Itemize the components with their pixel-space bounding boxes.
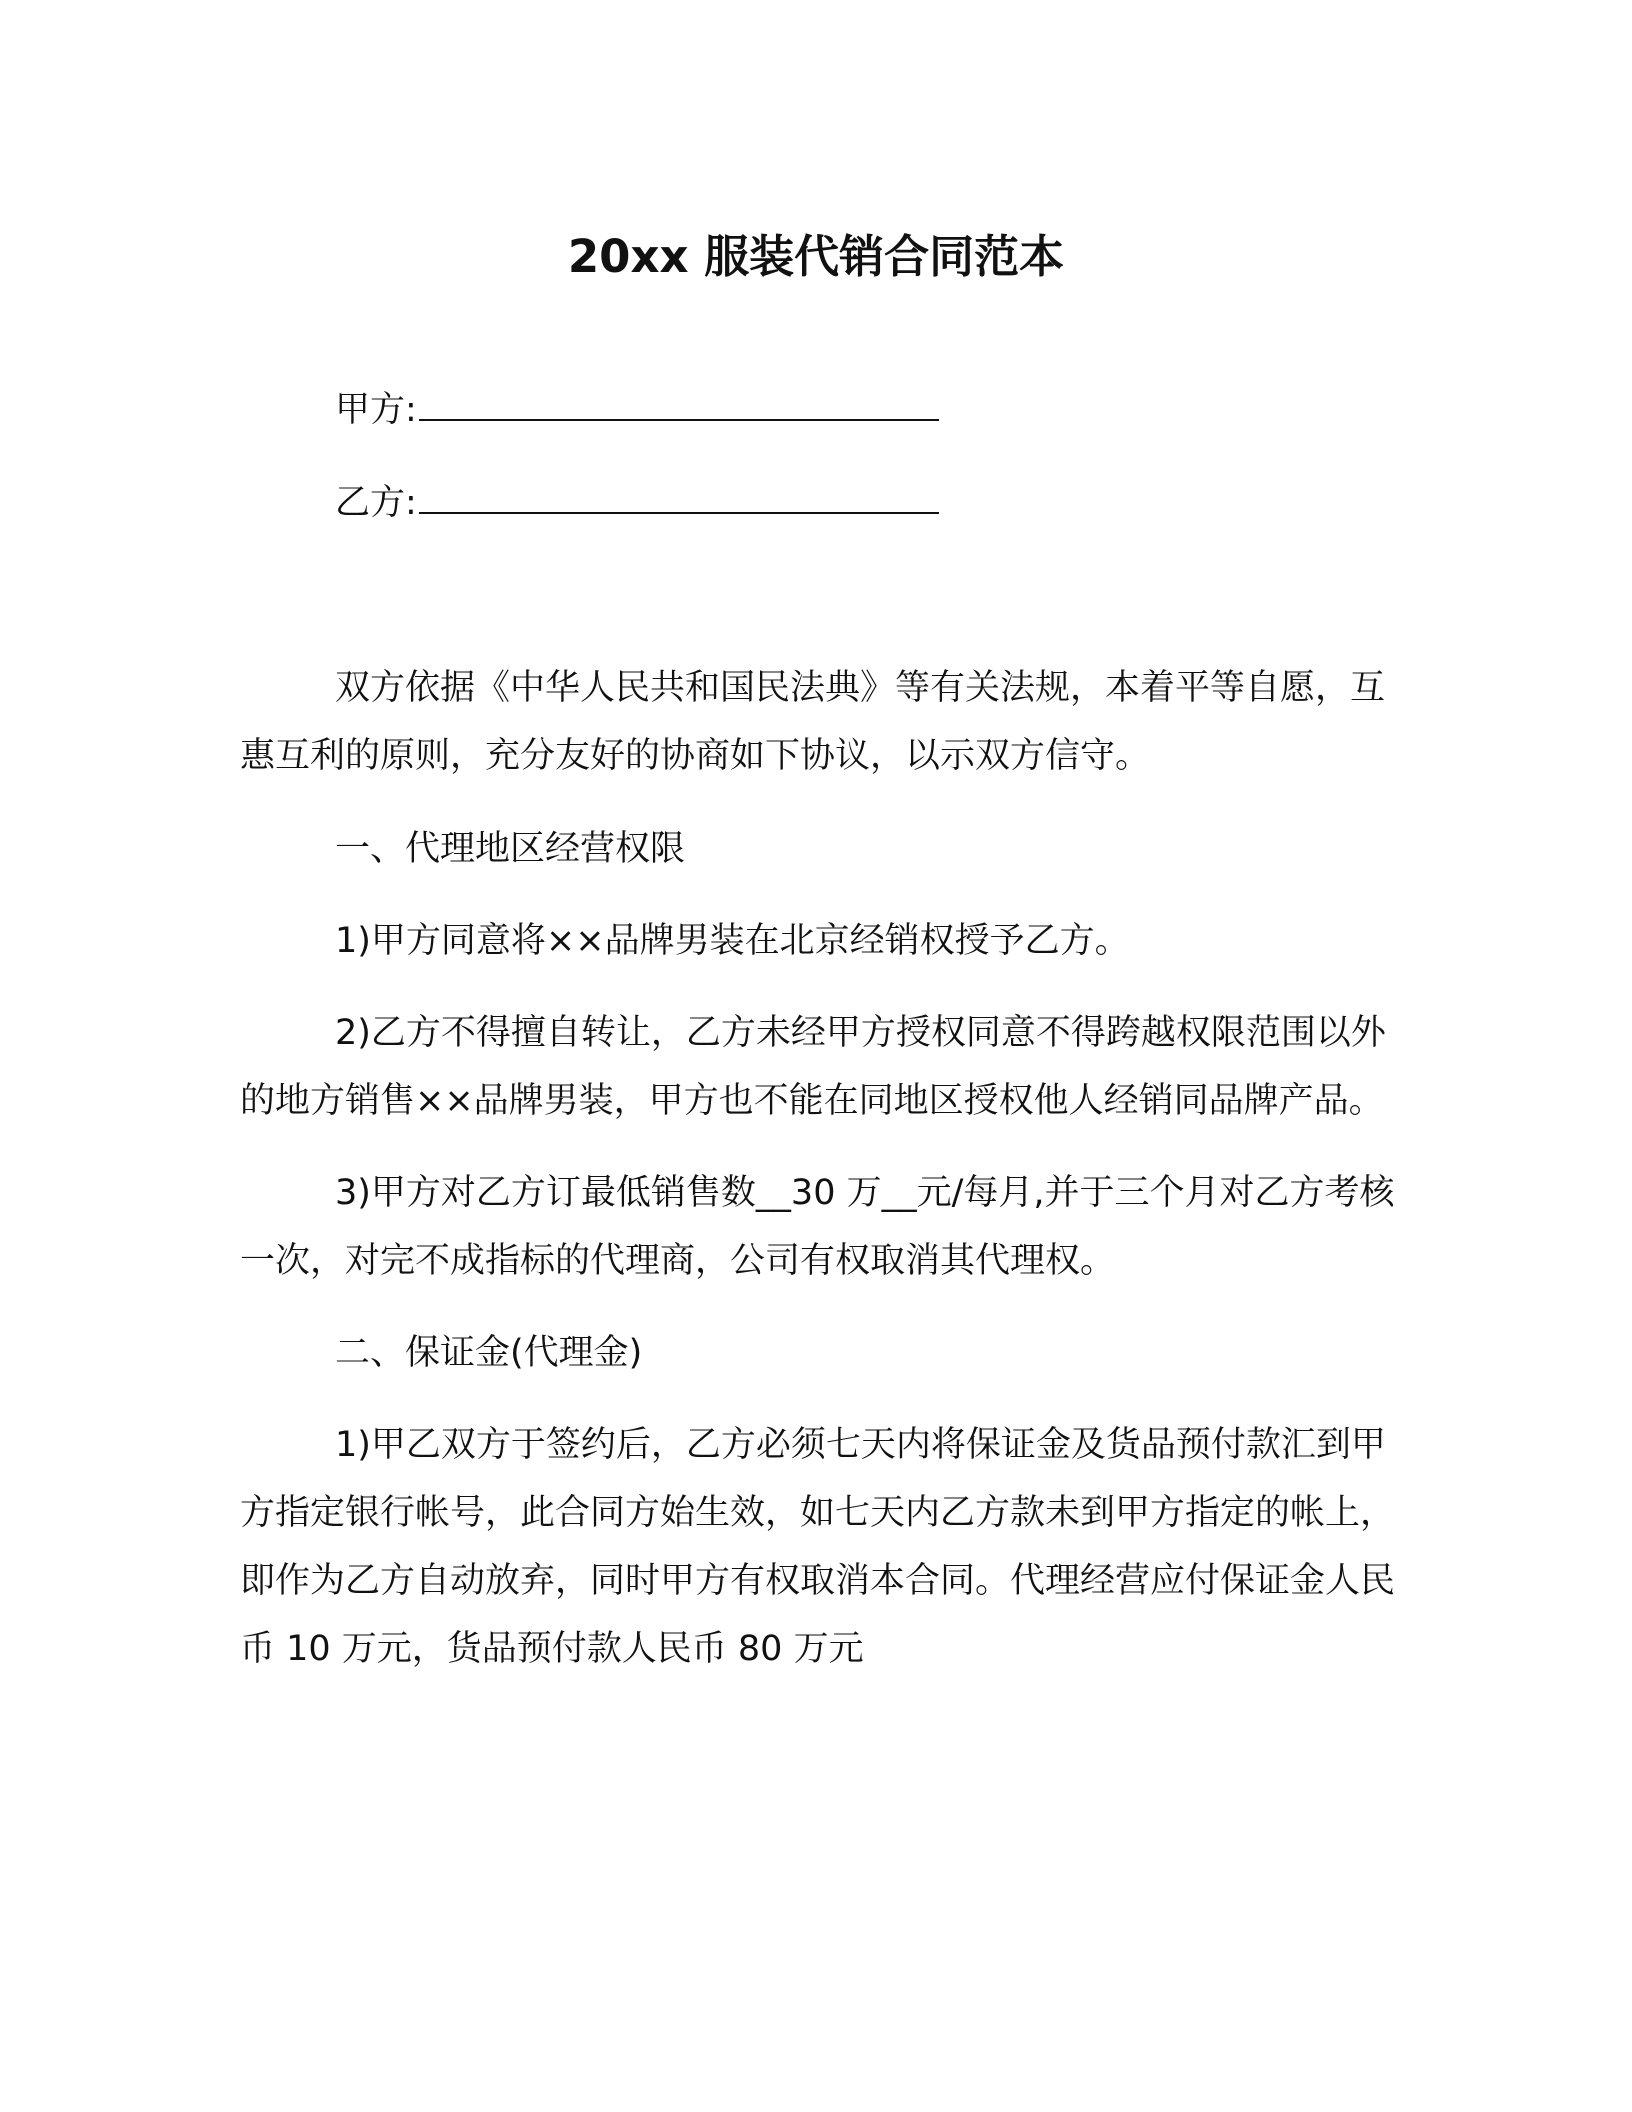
party-b-blank — [419, 478, 939, 514]
party-a-label: 甲方: — [335, 390, 417, 430]
section1-item-2: 2)乙方不得擅自转让，乙方未经甲方授权同意不得跨越权限范围以外的地方销售××品牌男装，甲方也不能在同地区授权他人经销同品牌产品。 — [240, 1013, 1386, 1121]
section2-item-1: 1)甲乙双方于签约后，乙方必须七天内将保证金及货品预付款汇到甲方指定银行帐号，此合同方始生效，如七天内乙方款未到甲方指定的帐上，即作为乙方自动放弃，同时甲方有权取消本合同。代理经营应付保证金人民币 10 万元，货品预付款人民币 80 万元 — [240, 1425, 1396, 1669]
party-b-label: 乙方: — [335, 483, 417, 523]
party-b-line — [335, 478, 939, 528]
section1-item-3: 3)甲方对乙方订最低销售数__30 万__元/每月,并于三个月对乙方考核一次，对完不成指标的代理商，公司有权取消其代理权。 — [240, 1173, 1395, 1281]
intro-paragraph: 双方依据《中华人民共和国民法典》等有关法规，本着平等自愿，互惠互利的原则，充分友好的协商如下协议，以示双方信守。 — [240, 668, 1386, 776]
section2-heading: 二、保证金(代理金) — [335, 1333, 643, 1373]
section1-item-1: 1)甲方同意将××品牌男装在北京经销权授予乙方。 — [335, 921, 1130, 961]
party-a-line — [335, 385, 939, 435]
document-title: 20xx 服装代销合同范本 — [567, 230, 1065, 283]
contract-body — [240, 654, 1412, 1683]
party-a-blank — [419, 385, 939, 421]
section1-heading: 一、代理地区经营权限 — [335, 829, 686, 869]
